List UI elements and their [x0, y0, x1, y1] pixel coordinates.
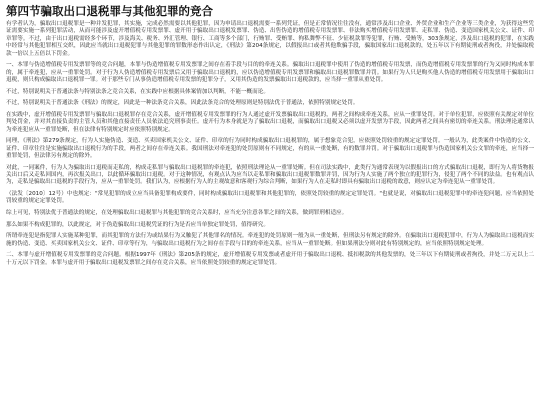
paragraph-5: 在实践中，虚开增值税专用发票罪与骗取出口退税罪存在竞合关系，虚开增值税专用发票罪的行为人通过虚开发票骗取出口退税的，两者之间构成牵连关系，应从一重罪处罚。对于单位犯罪，应依照有关规定对单位判处罚金，并对其直接负责的主管人员和其他直接责任人员依法追究刑事责任。虚开行为本身就是为了骗取出口退税，而骗取出口退税又必须以虚开发票为手段，因此两者之间具有密切的牵连关系。刑法理论通常认为牵连犯应从一重罪处断，但在法律有特别规定时应依照特别规定。: [6, 111, 534, 133]
paragraph-10: 那么如果不构成犯罪的，以此规定，对于伪造骗取出口退税凭证的行为是否应当单独定罪处罚，值得研究。: [6, 221, 269, 228]
paragraph-4: 不过，特别说明关于普通法条《刑法》的规定，因此是一种法条竞合关系，因此法条竞合的处理原则是特别法优于普通法，依照特别规定处罚。: [6, 100, 359, 107]
paragraph-7: 对此，一同案件，行为人为骗取出口退税而走私的，构成走私罪与骗取出口退税罪的牵连犯，依照刑法理论从一重罪处断。但在司法实践中，此类行为通常表现为以假报出口的方式骗取出口退税，即行为人将货物报关出口后又走私回国内，再次报关出口，以此循环骗取出口退税。对于这种情况，有观点认为应当以走私罪和骗取出口退税罪数罪并罚，因为行为人实施了两个独立的犯罪行为，侵犯了两个不同的法益。也有观点认为，走私是骗取出口退税的手段行为，应从一重罪处罚。我们认为，应根据行为人的主观故意和客观行为综合判断，如果行为人在走私时即具有骗取出口退税的故意，则应认定为牵连犯从一重罪处罚。: [6, 164, 534, 186]
paragraph-2: 一、本罪与伪造增值税专用发票罪等的竞合问题，本罪与伪造增值税专用发票罪之间存在着手段与目的的牵连关系。骗取出口退税罪中使用了伪造的增值税专用发票，而伪造增值税专用发票罪的行为又同时构成本罪的，属于牵连犯，应从一重罪处罚。对于行为人伪造增值税专用发票后又用于骗取出口退税的，应以伪造增值税专用发票罪和骗取出口退税罪数罪并罚。如果行为人只是购买他人伪造的增值税专用发票用于骗取出口退税，则只构成骗取出口退税罪一罪。对于那些专门从事伪造增值税专用发票的犯罪分子，又用其伪造的发票骗取出口退税款的，应当择一重罪从重处罚。: [6, 62, 534, 84]
paragraph-9: 综上可见，特别法优于普通法的规定，在处理骗取出口退税罪与其他犯罪的竞合关系时，应当充分注意各罪之间的关系，做到罪刑相适应。: [6, 210, 348, 217]
paragraph-12: 二、本罪与虚开增值税专用发票罪的竞合问题。根据1997年《刑法》第205条的规定，虚开增值税专用发票或者虚开用于骗取出口退税、抵扣税款的其他发票的，处三年以下有期徒刑或者拘役，并处二万元以上二十万元以下罚金。本罪与虚开用于骗取出口退税发票罪之间存在竞合关系，应当依照处罚较重的规定定罪处罚。: [6, 252, 534, 266]
article-body: [6, 21, 534, 267]
paragraph-6: 同理，《刑法》第279条规定，行为人实施伪造、变造、买卖国家机关公文、证件、印章的行为同时构成骗取出口退税罪的，属于想象竞合犯，应依照处罚较重的规定定罪处罚。一般认为，此类案件中伪造的公文、证件、印章往往是实施骗取出口退税行为的手段，两者之间存在牵连关系。我国刑法对牵连犯的处罚原则有不同规定，有的从一重处断，有的数罪并罚。对于骗取出口退税罪与伪造国家机关公文罪的牵连，应当择一重罪处罚，但法律另有规定的除外。: [6, 138, 534, 160]
paragraph-1: 有学者认为，骗取出口退税罪是一种并发犯罪，其实施，完成必然需要以其他犯罪，因为申请出口退税需要一系列凭证，但是正常情况往往没有，通常涉及出口企业、外贸企业和生产企业等三类企业，为获得这些凭证需要实施一系列犯罪活动，从而可能涉及虚开增值税专用发票罪、虚开用于骗取出口退税发票罪、伪造、出售伪造的增值税专用发票罪、非法购买增值税专用发票罪、走私罪、伪造、变造国家机关公文、证件、印章罪等。不过，由于出口退税需经多个环节，涉及海关、税务、外汇管理、银行、工商等多个部门，行贿罪、受贿罪、徇私舞弊不征、少征税款罪等犯罪，行贿、受贿等，303条规定，涉及出口退税的犯罪，在实践中经常与其他犯罪相互交织，因此应当就出口退税犯罪与其他犯罪的罪数形态作出认定，《刑法》第204条规定，以假报出口或者其他欺骗手段，骗取国家出口退税款的，处五年以下有期徒刑或者拘役，并处骗取税款一倍以上五倍以下罚金。: [6, 21, 534, 57]
paragraph-8: （法发〔2010〕12号）中也规定："常见犯罪的成立应当具备犯罪构成要件，同时构成骗取出口退税罪和其他犯罪的，依照处罚较重的规定定罪处罚。"也就是说，对骗取出口退税犯罪中的牵连犯问题，应当依照处罚较重的规定定罪处罚。: [6, 191, 534, 205]
page-title: 第四节骗取出口退税罪与其他犯罪的竞合: [6, 4, 213, 18]
paragraph-11: 所谓牵连犯是指犯罪人实施某种犯罪，而其犯罪的方法行为或结果行为又触犯了其他罪名的情况。牵连犯的处罚原则一般为从一重处断，但刑法另有规定的除外。在骗取出口退税犯罪中，行为人为骗取出口退税而实施的伪造、变造、买卖国家机关公文、证件、印章等行为，与骗取出口退税行为之间存在手段与目的的牵连关系，应当从一重罪处断。但如果刑法分则对此有特别规定的，应当依照特别规定处理。: [6, 233, 534, 247]
paragraph-3: 不过，特别说明关于普通法条与特别法条之竞合关系，在实践中应根据具体案情加以判断，不能一概而论。: [6, 88, 269, 95]
